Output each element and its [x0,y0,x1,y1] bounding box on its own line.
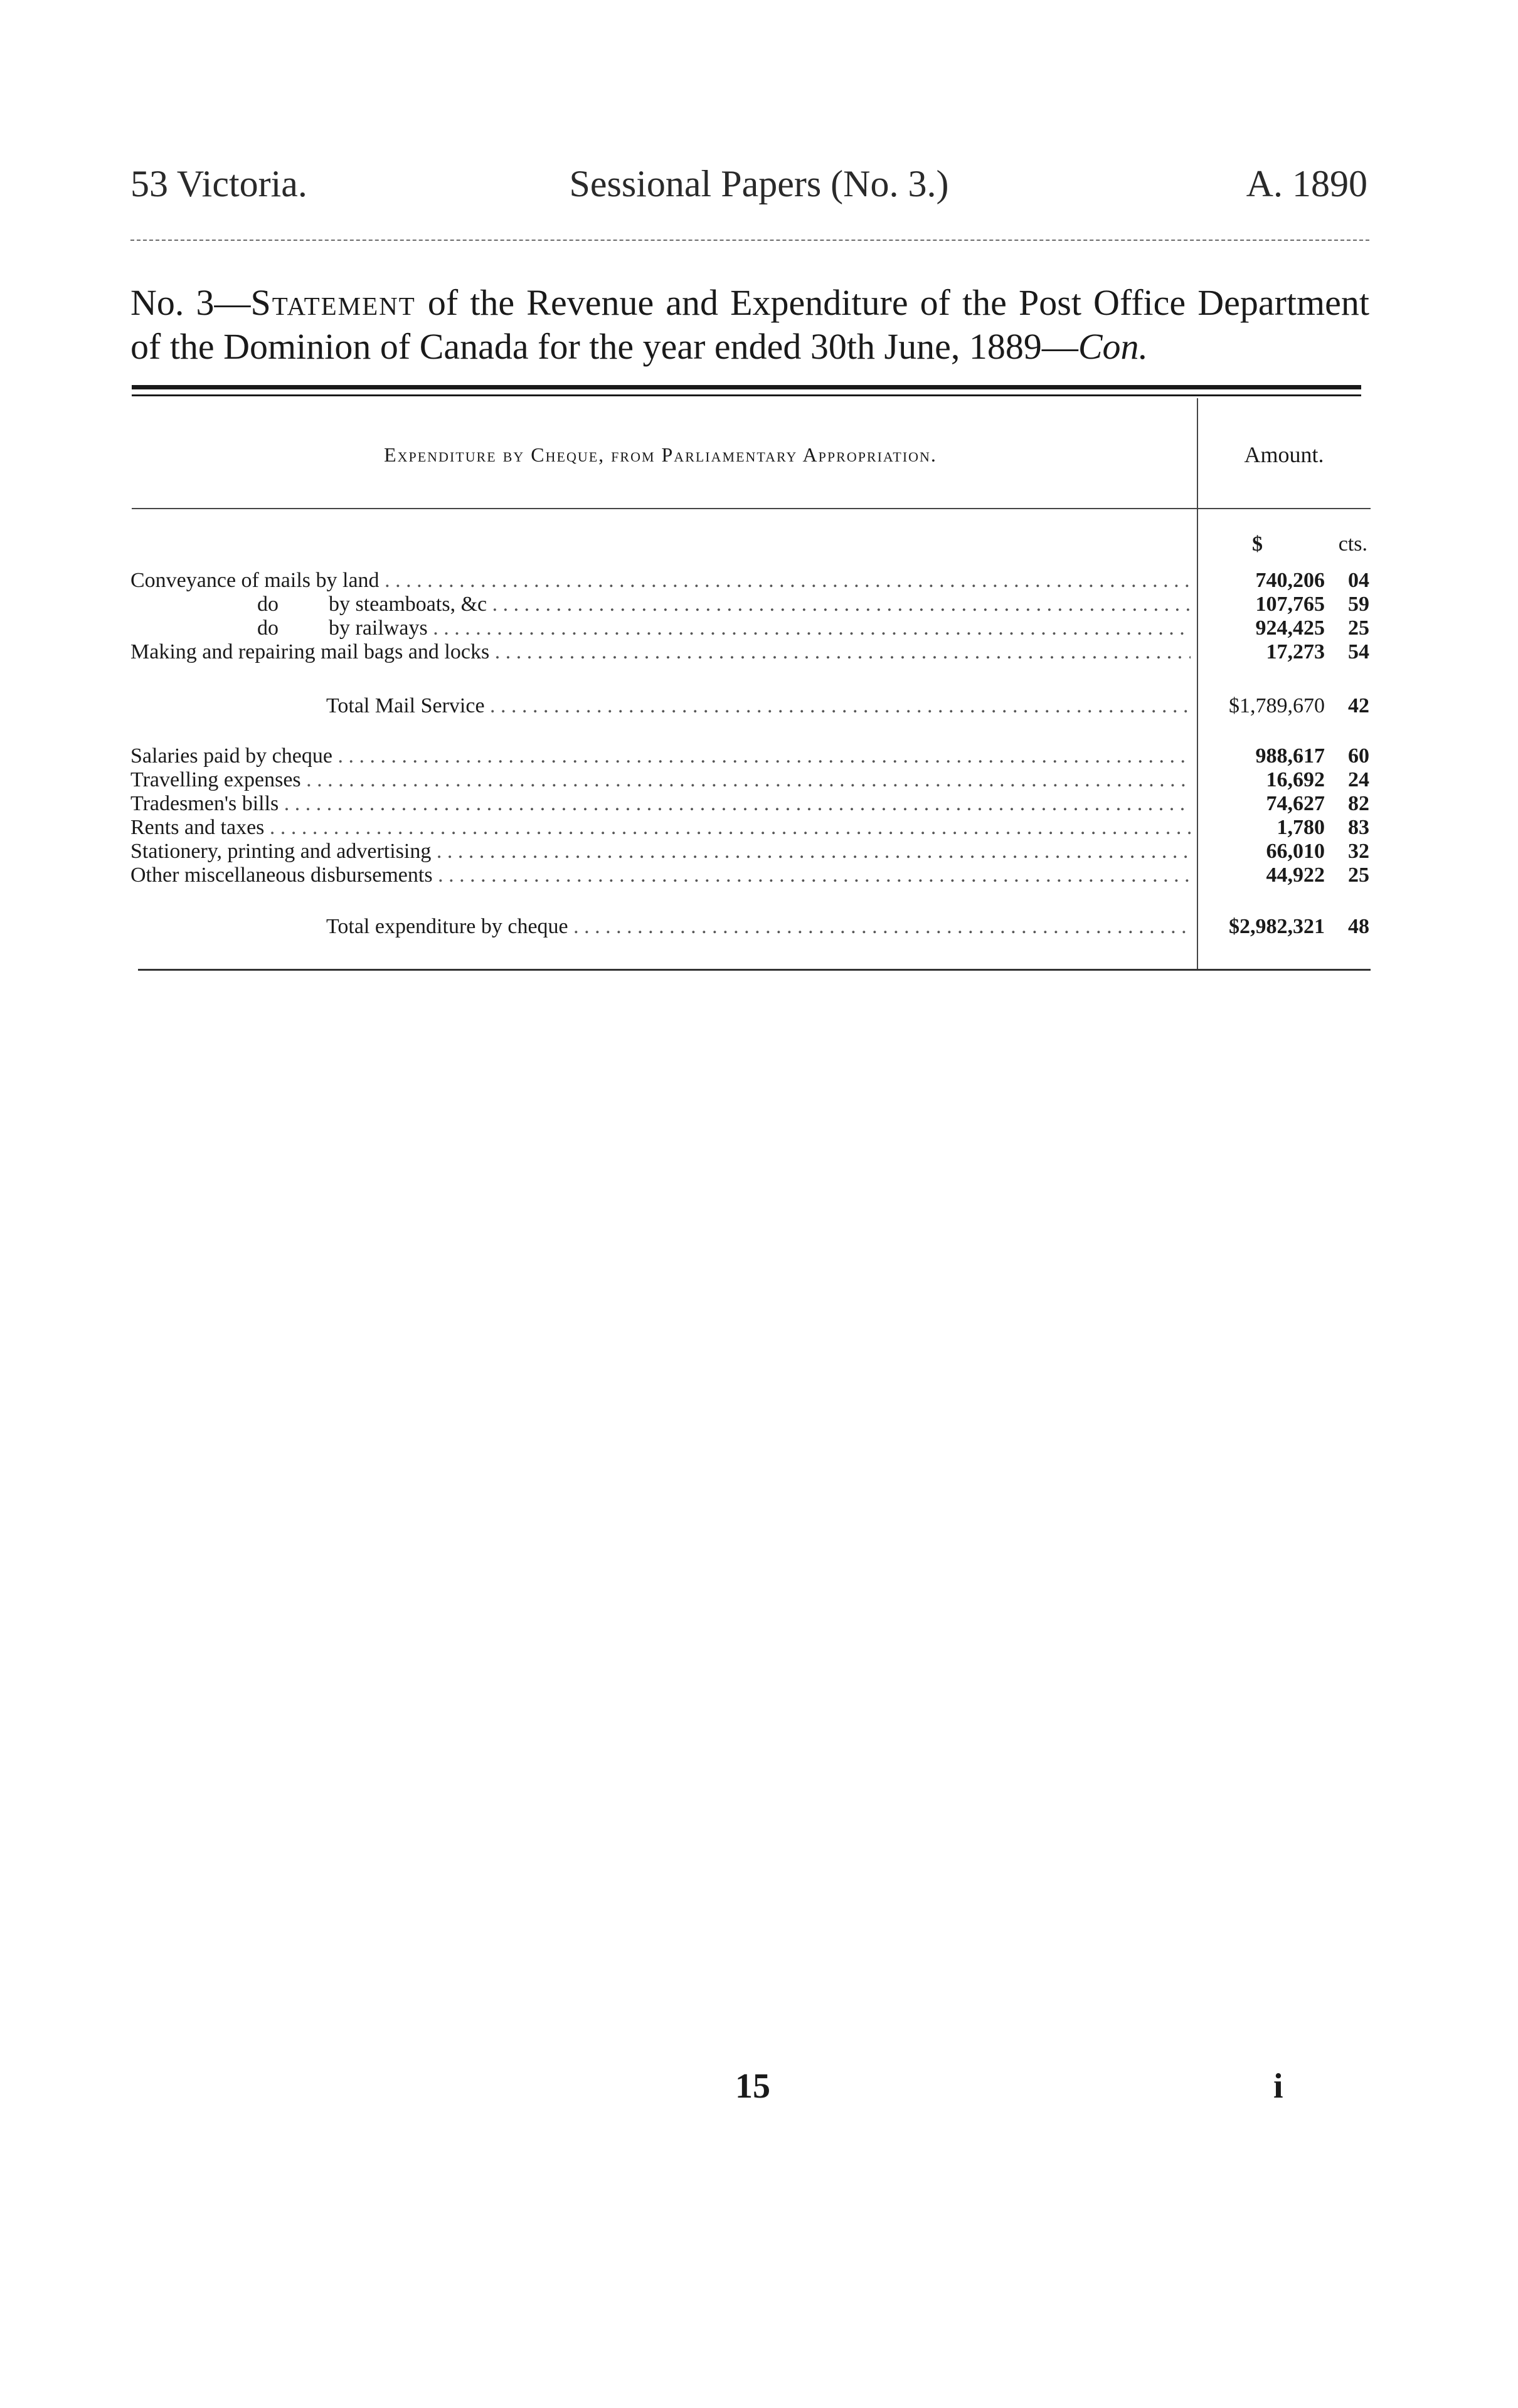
table-row [130,593,1369,616]
row-label: Salaries paid by cheque . . . [130,744,1191,768]
running-header-volume: 53 Victoria. [130,163,307,204]
table-row [130,744,1369,768]
cents-unit: cts. [1338,532,1367,556]
dollar-unit: $ [1252,532,1263,556]
row-cents: 60 [1348,744,1369,768]
table-row [130,569,1369,593]
table-row [130,792,1369,816]
table-row [130,640,1369,664]
table-bottom-rule [138,969,1371,971]
row-cents: 42 [1348,694,1369,717]
row-label: Stationery, printing and advertising . . . [130,840,1191,863]
row-label: do by steamboats, &c . . . [130,593,1191,616]
row-dollars: 1,780 [1276,816,1325,839]
table-top-rule-thin [132,394,1361,396]
row-cents: 25 [1348,616,1369,640]
row-label: Travelling expenses . . . [130,768,1191,792]
row-dollars: 74,627 [1266,792,1325,815]
row-dollars: $1,789,670 [1229,694,1325,717]
row-label: Tradesmen's bills . . . [130,792,1191,816]
total-mail-service-row [130,694,1369,718]
row-cents: 54 [1348,640,1369,663]
row-cents: 25 [1348,863,1369,887]
running-header-series: Sessional Papers (No. 3.) [569,163,949,204]
row-dollars: 740,206 [1255,569,1325,592]
row-label: do by railways . . . [130,616,1191,640]
row-dollars: 107,765 [1255,593,1325,616]
table-row [130,840,1369,863]
row-dollars: 44,922 [1266,863,1325,887]
statement-title [130,281,1369,369]
row-cents: 32 [1348,840,1369,863]
row-label: Making and repairing mail bags and locks . . . [130,640,1191,664]
row-cents: 24 [1348,768,1369,791]
row-cents: 59 [1348,593,1369,616]
row-dollars: 66,010 [1266,840,1325,863]
row-dollars: $2,982,321 [1229,915,1325,938]
row-dollars: 988,617 [1255,744,1325,768]
row-label: Rents and taxes . . . [130,816,1191,840]
table-row [130,616,1369,640]
row-cents: 83 [1348,816,1369,839]
row-cents: 48 [1348,915,1369,938]
title-body: of the Revenue and Expenditure of the Post Office Department of the Dominion of Canada for the year ended 30th June, 1889— [130,282,1369,367]
total-expenditure-row [130,915,1369,939]
row-cents: 04 [1348,569,1369,592]
row-dollars: 17,273 [1266,640,1325,663]
title-continued: Con. [1078,326,1149,367]
signature-mark: i [1273,2067,1283,2106]
row-label: Other miscellaneous disbursements . . . [130,863,1191,887]
amount-column-header: Amount. [1244,442,1324,467]
table-row [130,816,1369,840]
title-prefix: No. 3— [130,282,251,323]
title-statement-word: Statement [250,282,416,323]
page-number: 15 [735,2067,770,2106]
row-label: Total expenditure by cheque . . . [130,915,1191,939]
header-divider [130,240,1369,241]
table-row [130,768,1369,792]
row-dollars: 16,692 [1266,768,1325,791]
row-cents: 82 [1348,792,1369,815]
description-column-header: Expenditure by Cheque, from Parliamentary Appropriation. [384,443,937,466]
table-row [130,863,1369,887]
row-dollars: 924,425 [1255,616,1325,640]
table-top-rule [132,385,1361,389]
running-header-year: A. 1890 [1246,163,1367,204]
row-label: Conveyance of mails by land . . . [130,569,1191,593]
row-label: Total Mail Service . . . [130,694,1191,718]
header-rule [132,508,1371,509]
